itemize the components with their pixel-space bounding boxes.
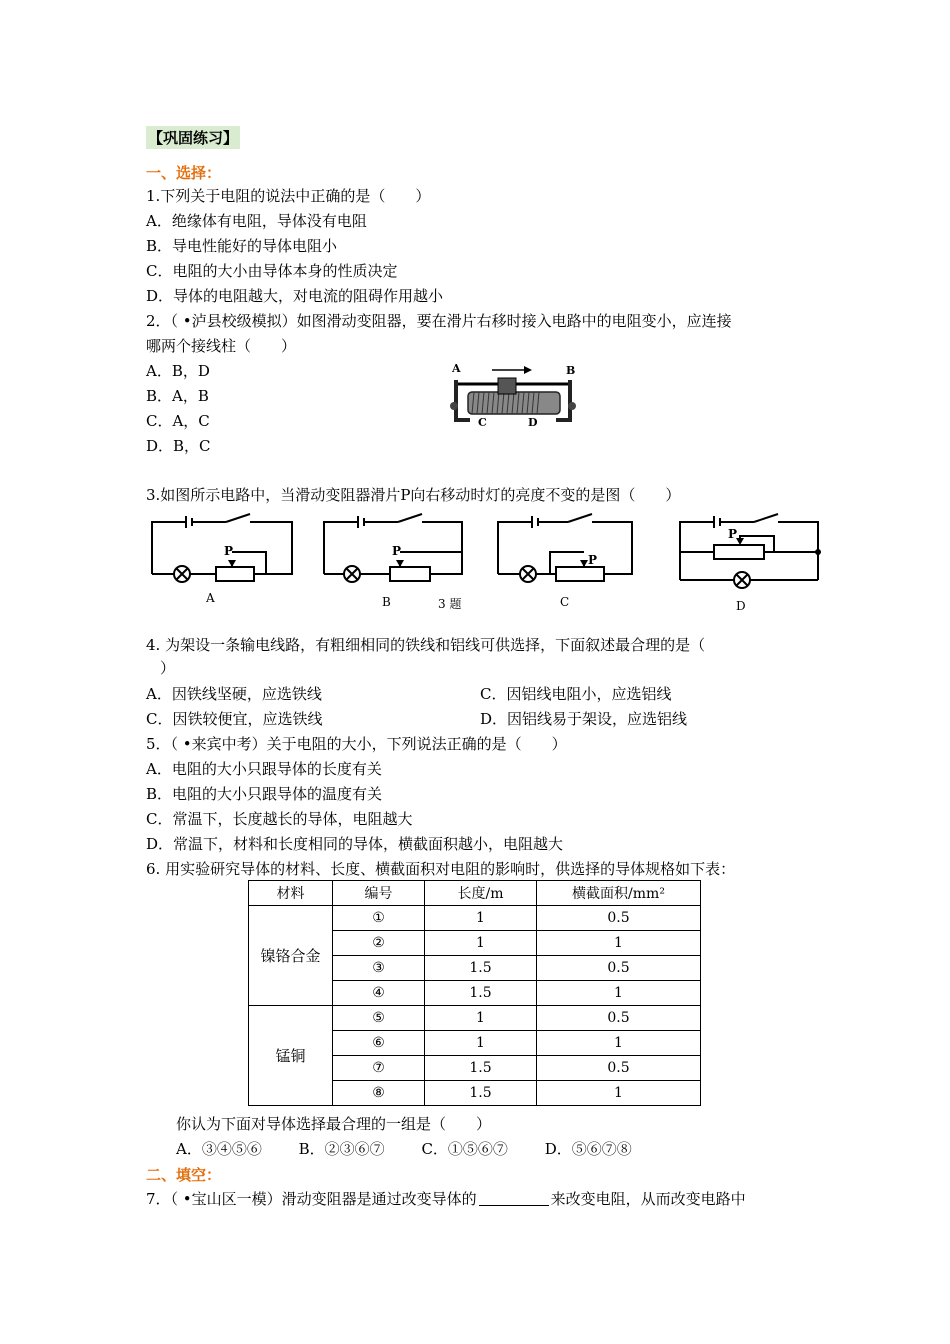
table-cell: 1.5 — [425, 1056, 537, 1081]
table-cell: ⑦ — [333, 1056, 425, 1081]
q6-option-b: B．②③⑥⑦ — [298, 1140, 385, 1158]
circuit-d-slider-label: P — [728, 527, 738, 541]
rheostat-label-d: D — [528, 416, 538, 429]
practice-header: 【巩固练习】 — [146, 126, 240, 149]
table-header-cell: 材料 — [249, 881, 333, 906]
rheostat-label-a: A — [452, 362, 461, 375]
q6-followup: 你认为下面对导体选择最合理的一组是（ ） — [176, 1115, 492, 1133]
q5-option-b: B．电阻的大小只跟导体的温度有关 — [146, 785, 383, 803]
table-cell: ③ — [333, 956, 425, 981]
q1-option-c: C．电阻的大小由导体本身的性质决定 — [146, 262, 398, 280]
q3-stem: 3.如图所示电路中，当滑动变阻器滑片P向右移动时灯的亮度不变的是图（ ） — [146, 486, 681, 504]
q2-stem-line1: 2．（ •泸县校级模拟）如图滑动变阻器，要在滑片右移时接入电路中的电阻变小，应连接 — [146, 312, 732, 330]
q4-option-1: A．因铁线坚硬，应选铁线 — [146, 685, 322, 703]
q4-option-2: C．因铝线电阻小，应选铝线 — [480, 685, 672, 703]
circuit-a-slider-label: P — [224, 544, 234, 558]
q4-option-4: D．因铝线易于架设，应选铝线 — [480, 710, 688, 728]
table-cell: 1 — [537, 1031, 701, 1056]
circuit-b-slider-label: P — [392, 544, 402, 558]
q7-stem — [146, 1189, 746, 1209]
circuit-b-label: B — [382, 595, 391, 609]
table-cell: 1 — [425, 1006, 537, 1031]
table-cell: ① — [333, 906, 425, 931]
table-header-cell: 横截面积/mm² — [537, 881, 701, 906]
circuit-a-label: A — [206, 591, 215, 605]
q2-stem-line2: 哪两个接线柱（ ） — [146, 337, 297, 355]
q6-options — [176, 1139, 664, 1159]
table-row — [249, 1006, 701, 1031]
table-header-cell: 编号 — [333, 881, 425, 906]
table-header-row — [249, 881, 701, 906]
rheostat-label-c: C — [478, 416, 487, 429]
table-cell: 1.5 — [425, 981, 537, 1006]
q2-option-c: C．A，C — [146, 412, 210, 430]
q7-stem-after: 来改变电阻，从而改变电路中 — [550, 1190, 746, 1208]
q6-option-c: C．①⑤⑥⑦ — [421, 1140, 508, 1158]
material-cell: 锰铜 — [249, 1006, 333, 1106]
q3-caption: 3 题 — [438, 597, 462, 611]
q4-stem-line1: 4. 为架设一条输电线路，有粗细相同的铁线和铝线可供选择，下面叙述最合理的是（ — [146, 636, 706, 654]
q7-stem-before: 7．（ •宝山区一模）滑动变阻器是通过改变导体的 — [146, 1190, 477, 1208]
circuit-c — [498, 514, 632, 582]
circuit-d-label: D — [736, 599, 746, 613]
table-cell: 1 — [425, 906, 537, 931]
table-cell: ② — [333, 931, 425, 956]
circuit-a — [152, 514, 292, 582]
table-cell: ④ — [333, 981, 425, 1006]
q2-option-d: D．B，C — [146, 437, 211, 455]
table-cell: 1 — [537, 931, 701, 956]
q1-option-a: A．绝缘体有电阻，导体没有电阻 — [146, 212, 367, 230]
table-cell: ⑧ — [333, 1081, 425, 1106]
q7-blank[interactable] — [479, 1191, 549, 1206]
q2-option-b: B．A，B — [146, 387, 209, 405]
table-cell: 0.5 — [537, 956, 701, 981]
q2-option-a: A．B，D — [146, 362, 210, 380]
table-cell: 0.5 — [537, 1056, 701, 1081]
q4-stem-line2: ） — [160, 659, 176, 677]
table-row — [249, 906, 701, 931]
table-cell: 1 — [537, 981, 701, 1006]
table-header-cell: 长度/m — [425, 881, 537, 906]
table-cell: 1 — [425, 1031, 537, 1056]
table-cell: ⑤ — [333, 1006, 425, 1031]
table-cell: ⑥ — [333, 1031, 425, 1056]
q1-stem: 1.下列关于电阻的说法中正确的是（ ） — [146, 187, 431, 205]
q5-stem: 5．（ •来宾中考）关于电阻的大小，下列说法正确的是（ ） — [146, 735, 567, 753]
circuit-c-slider-label: P — [588, 553, 598, 567]
q1-option-b: B．导电性能好的导体电阻小 — [146, 237, 338, 255]
q5-option-d: D．常温下，材料和长度相同的导体，横截面积越小，电阻越大 — [146, 835, 564, 853]
q5-option-c: C．常温下，长度越长的导体，电阻越大 — [146, 810, 413, 828]
material-cell: 镍铬合金 — [249, 906, 333, 1006]
table-cell: 0.5 — [537, 1006, 701, 1031]
section-fill-title: 二、填空： — [146, 1166, 222, 1184]
rheostat-figure — [446, 360, 580, 432]
q3-circuits-figure — [146, 508, 826, 616]
conductor-spec-table — [248, 880, 701, 1106]
table-cell: 1 — [537, 1081, 701, 1106]
table-cell: 0.5 — [537, 906, 701, 931]
rheostat-label-b: B — [566, 364, 576, 377]
q6-option-d: D．⑤⑥⑦⑧ — [544, 1140, 632, 1158]
table-cell: 1.5 — [425, 956, 537, 981]
table-cell: 1 — [425, 931, 537, 956]
circuit-c-label: C — [560, 595, 570, 609]
q6-stem: 6. 用实验研究导体的材料、长度、横截面积对电阻的影响时，供选择的导体规格如下表： — [146, 860, 736, 878]
q1-option-d: D．导体的电阻越大，对电流的阻碍作用越小 — [146, 287, 444, 305]
q6-option-a: A．③④⑤⑥ — [176, 1140, 262, 1158]
circuit-d — [680, 514, 818, 588]
section-choice-title: 一、选择： — [146, 164, 222, 182]
q4-option-3: C．因铁较便宜，应选铁线 — [146, 710, 323, 728]
q5-option-a: A．电阻的大小只跟导体的长度有关 — [146, 760, 382, 778]
table-cell: 1.5 — [425, 1081, 537, 1106]
